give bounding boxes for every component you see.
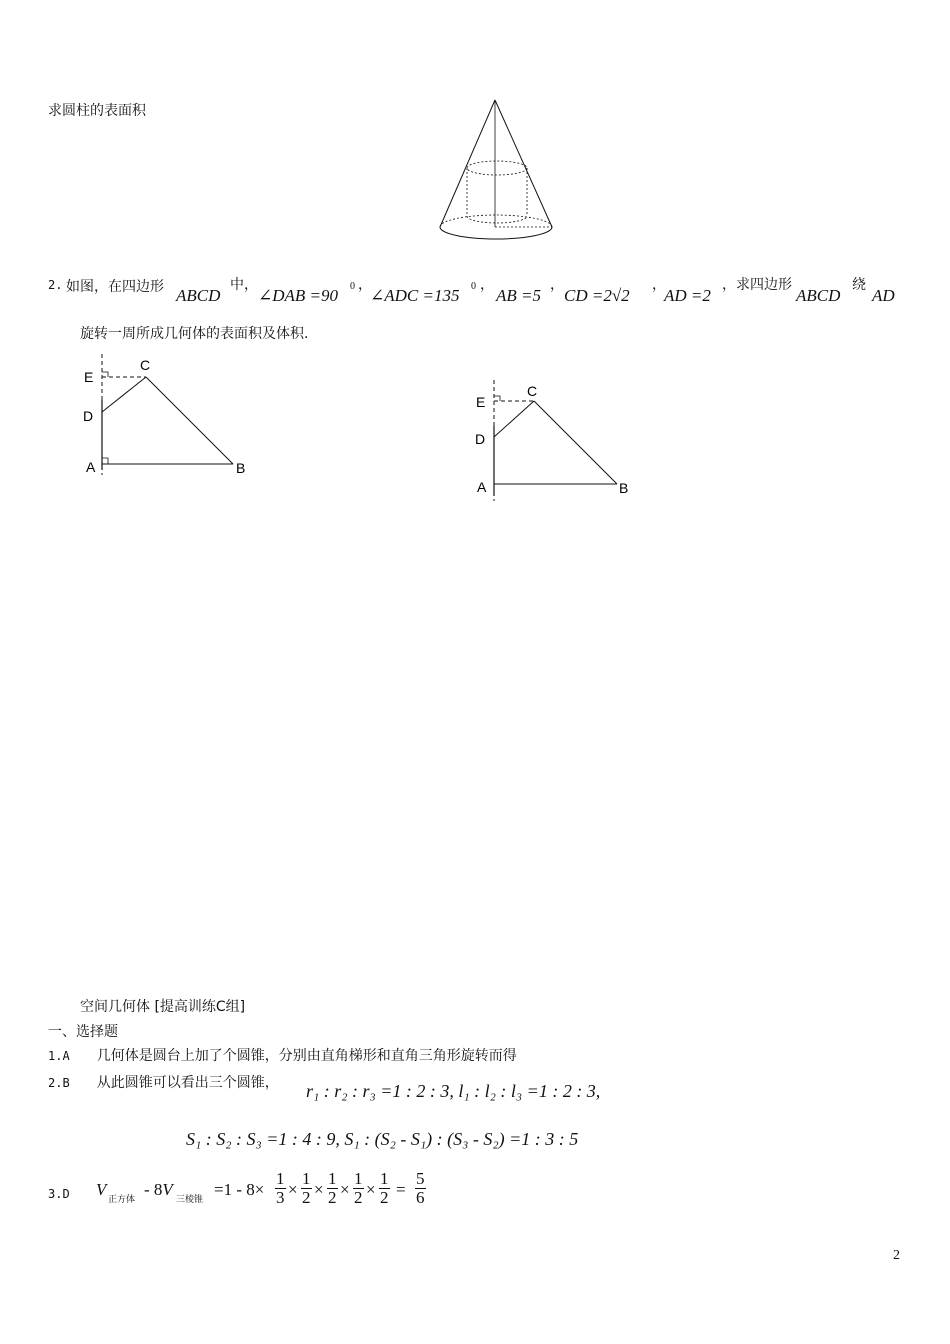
label-b: B — [236, 460, 246, 476]
answer-text: 几何体是圆台上加了个圆锥，分别由直角梯形和直角三角形旋转而得 — [96, 1048, 517, 1064]
label-e: E — [476, 394, 486, 410]
cd-length: CD =2√2 — [564, 286, 630, 305]
label-d: D — [83, 408, 94, 424]
answer-text: 从此圆锥可以看出三个圆锥， — [96, 1075, 279, 1091]
answer-2 — [48, 1072, 279, 1092]
angle-dab: ∠DAB =90 — [258, 286, 339, 305]
label-a: A — [477, 479, 487, 495]
quad-name: ABCD — [796, 286, 841, 305]
answer-1 — [48, 1045, 517, 1065]
question-2-line2: 旋转一周所成几何体的表面积及体积. — [80, 326, 309, 342]
question-number: 2. — [48, 278, 63, 292]
angle-adc: ∠ADC =135 — [370, 286, 460, 305]
question-1-tail: 求圆柱的表面积 — [48, 103, 146, 119]
answers-section-title: 空间几何体 [提高训练C组] — [80, 999, 246, 1015]
label-b: B — [619, 480, 629, 496]
label-c: C — [527, 383, 538, 399]
answer-2-formula-1: r₁ : r₂ : r₃ =1 : 2 : 3, l₁ : l₂ : l₃ =1 : 2 : 3, — [306, 1081, 601, 1101]
page-number: 2 — [893, 1248, 900, 1263]
label-d: D — [475, 431, 486, 447]
axis-ad: AD — [872, 286, 895, 305]
answers-part-heading: 一、选择题 — [48, 1024, 118, 1040]
ab-length: AB =5 — [496, 286, 541, 305]
quadrilateral-figure-right — [470, 376, 650, 506]
label-a: A — [86, 459, 96, 475]
answer-number: 3.D — [48, 1187, 70, 1201]
quad-name: ABCD — [176, 286, 221, 305]
label-e: E — [84, 369, 94, 385]
cone-cylinder-figure — [430, 92, 570, 247]
answer-number: 2.B — [48, 1076, 70, 1090]
quadrilateral-figure-left — [78, 350, 258, 480]
ad-length: AD =2 — [664, 286, 711, 305]
answer-3 — [48, 1183, 70, 1202]
label-c: C — [140, 357, 151, 373]
answer-number: 1.A — [48, 1049, 70, 1063]
answer-2-formula-2: S₁ : S₂ : S₃ =1 : 4 : 9, S₁ : (S₂ - S₁) : (S₃ - S₂) =1 : 3 : 5 — [186, 1129, 579, 1149]
